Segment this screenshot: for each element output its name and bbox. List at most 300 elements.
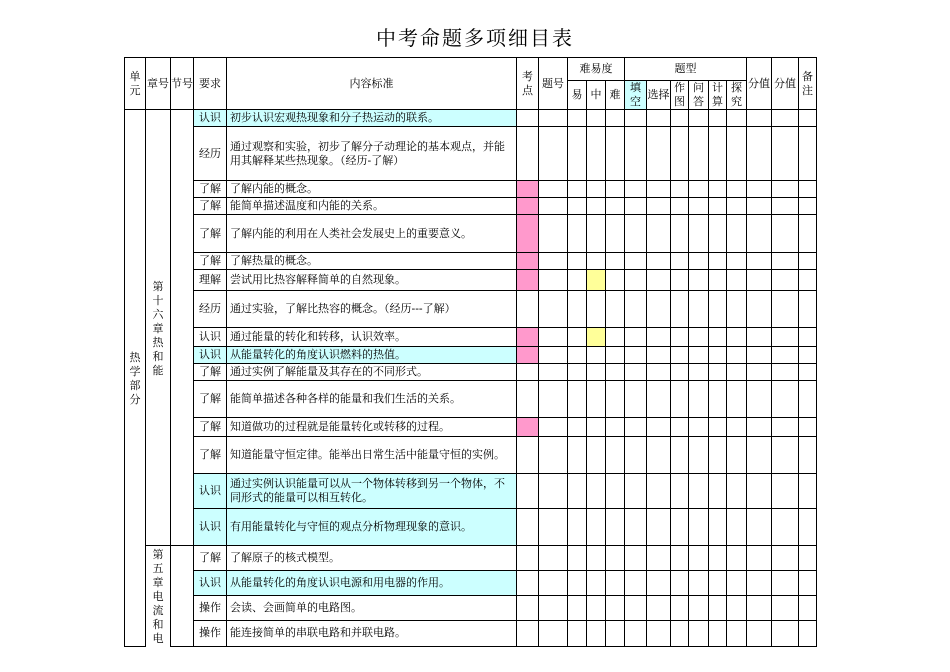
empty-cell — [747, 215, 772, 253]
empty-cell — [647, 546, 671, 571]
empty-cell — [568, 328, 587, 347]
empty-cell — [568, 215, 587, 253]
empty-cell — [709, 347, 727, 364]
empty-cell — [606, 198, 625, 215]
content-standard-cell: 了解原子的核式模型。 — [227, 546, 517, 571]
table-row — [125, 596, 817, 621]
empty-cell — [747, 474, 772, 509]
empty-cell — [625, 571, 647, 596]
empty-cell — [647, 621, 671, 646]
empty-cell — [772, 127, 799, 181]
content-standard-cell: 了解内能的利用在人类社会发展史上的重要意义。 — [227, 215, 517, 253]
empty-cell — [539, 291, 568, 328]
empty-cell — [671, 215, 689, 253]
header-score2: 分值 — [772, 58, 799, 110]
empty-cell — [647, 328, 671, 347]
empty-cell — [606, 546, 625, 571]
requirement-cell: 认识 — [194, 110, 227, 127]
empty-cell — [539, 596, 568, 621]
empty-cell — [647, 347, 671, 364]
requirement-cell: 认识 — [194, 347, 227, 364]
empty-cell — [606, 418, 625, 437]
empty-cell — [568, 546, 587, 571]
point-cell — [517, 215, 539, 253]
point-cell — [517, 364, 539, 381]
header-remark: 备注 — [799, 58, 817, 110]
empty-cell — [625, 253, 647, 270]
point-cell — [517, 347, 539, 364]
empty-cell — [772, 181, 799, 198]
empty-cell — [709, 437, 727, 474]
empty-cell — [772, 621, 799, 646]
empty-cell — [727, 596, 747, 621]
empty-cell — [539, 198, 568, 215]
empty-cell — [671, 381, 689, 418]
point-cell — [517, 270, 539, 291]
empty-cell — [709, 621, 727, 646]
content-standard-cell: 知道做功的过程就是能量转化或转移的过程。 — [227, 418, 517, 437]
empty-cell — [747, 110, 772, 127]
empty-cell — [539, 127, 568, 181]
medium-cell — [587, 621, 606, 646]
empty-cell — [689, 381, 709, 418]
requirement-cell: 认识 — [194, 509, 227, 546]
empty-cell — [625, 381, 647, 418]
empty-cell — [606, 127, 625, 181]
empty-cell — [625, 474, 647, 509]
header-fill: 填空 — [625, 81, 647, 110]
empty-cell — [727, 110, 747, 127]
empty-cell — [747, 291, 772, 328]
requirement-cell: 了解 — [194, 253, 227, 270]
medium-cell — [587, 546, 606, 571]
empty-cell — [689, 364, 709, 381]
requirement-cell: 认识 — [194, 474, 227, 509]
empty-cell — [539, 474, 568, 509]
empty-cell — [606, 509, 625, 546]
empty-cell — [689, 596, 709, 621]
point-cell — [517, 509, 539, 546]
empty-cell — [799, 474, 817, 509]
empty-cell — [727, 381, 747, 418]
empty-cell — [772, 198, 799, 215]
empty-cell — [625, 215, 647, 253]
point-cell — [517, 546, 539, 571]
requirement-cell: 理解 — [194, 270, 227, 291]
content-standard-cell: 通过实验，了解比热容的概念。（经历---了解） — [227, 291, 517, 328]
medium-cell — [587, 328, 606, 347]
empty-cell — [799, 253, 817, 270]
header-difficulty: 难易度 — [568, 58, 625, 81]
empty-cell — [747, 347, 772, 364]
empty-cell — [647, 127, 671, 181]
table-row — [125, 291, 817, 328]
empty-cell — [772, 596, 799, 621]
empty-cell — [772, 437, 799, 474]
empty-cell — [772, 418, 799, 437]
empty-cell — [606, 437, 625, 474]
header-content: 内容标准 — [227, 58, 517, 110]
empty-cell — [568, 381, 587, 418]
empty-cell — [727, 509, 747, 546]
table-row — [125, 381, 817, 418]
point-cell — [517, 596, 539, 621]
empty-cell — [689, 474, 709, 509]
empty-cell — [709, 127, 727, 181]
empty-cell — [671, 181, 689, 198]
empty-cell — [568, 127, 587, 181]
empty-cell — [539, 418, 568, 437]
table-row — [125, 621, 817, 646]
point-cell — [517, 291, 539, 328]
content-standard-cell: 从能量转化的角度认识燃料的热值。 — [227, 347, 517, 364]
empty-cell — [568, 364, 587, 381]
empty-cell — [625, 270, 647, 291]
table-row — [125, 127, 817, 181]
empty-cell — [709, 110, 727, 127]
page-title: 中考命题多项细目表 — [376, 26, 574, 50]
empty-cell — [647, 381, 671, 418]
empty-cell — [727, 418, 747, 437]
medium-cell — [587, 509, 606, 546]
empty-cell — [568, 110, 587, 127]
requirement-cell: 了解 — [194, 198, 227, 215]
empty-cell — [539, 571, 568, 596]
header-medium: 中 — [587, 81, 606, 110]
content-standard-cell: 知道能量守恒定律。能举出日常生活中能量守恒的实例。 — [227, 437, 517, 474]
empty-cell — [625, 509, 647, 546]
empty-cell — [689, 291, 709, 328]
empty-cell — [568, 509, 587, 546]
empty-cell — [539, 181, 568, 198]
empty-cell — [727, 181, 747, 198]
content-standard-cell: 了解热量的概念。 — [227, 253, 517, 270]
table-row — [125, 546, 817, 571]
empty-cell — [647, 291, 671, 328]
empty-cell — [568, 347, 587, 364]
point-cell — [517, 381, 539, 418]
empty-cell — [647, 437, 671, 474]
empty-cell — [747, 418, 772, 437]
empty-cell — [671, 474, 689, 509]
point-cell — [517, 127, 539, 181]
empty-cell — [689, 621, 709, 646]
empty-cell — [747, 596, 772, 621]
empty-cell — [772, 328, 799, 347]
medium-cell — [587, 198, 606, 215]
medium-cell — [587, 596, 606, 621]
header-qtype: 题型 — [625, 58, 747, 81]
empty-cell — [568, 253, 587, 270]
content-standard-cell: 通过能量的转化和转移，认识效率。 — [227, 328, 517, 347]
empty-cell — [606, 110, 625, 127]
empty-cell — [625, 198, 647, 215]
requirement-cell: 了解 — [194, 546, 227, 571]
empty-cell — [647, 253, 671, 270]
empty-cell — [747, 571, 772, 596]
empty-cell — [747, 181, 772, 198]
empty-cell — [799, 546, 817, 571]
empty-cell — [799, 381, 817, 418]
empty-cell — [689, 127, 709, 181]
empty-cell — [606, 474, 625, 509]
empty-cell — [689, 571, 709, 596]
empty-cell — [606, 364, 625, 381]
empty-cell — [727, 253, 747, 270]
empty-cell — [671, 418, 689, 437]
requirement-cell: 经历 — [194, 291, 227, 328]
empty-cell — [606, 621, 625, 646]
empty-cell — [606, 215, 625, 253]
empty-cell — [671, 364, 689, 381]
empty-cell — [539, 215, 568, 253]
empty-cell — [689, 110, 709, 127]
empty-cell — [772, 509, 799, 546]
header-answer: 问答 — [689, 81, 709, 110]
empty-cell — [727, 347, 747, 364]
empty-cell — [671, 546, 689, 571]
point-cell — [517, 198, 539, 215]
empty-cell — [799, 328, 817, 347]
spec-table — [124, 57, 817, 647]
empty-cell — [689, 418, 709, 437]
empty-cell — [606, 381, 625, 418]
empty-cell — [709, 215, 727, 253]
empty-cell — [727, 198, 747, 215]
medium-cell — [587, 127, 606, 181]
requirement-cell: 了解 — [194, 437, 227, 474]
empty-cell — [568, 621, 587, 646]
empty-cell — [647, 270, 671, 291]
empty-cell — [625, 364, 647, 381]
empty-cell — [647, 509, 671, 546]
empty-cell — [772, 571, 799, 596]
table-row — [125, 181, 817, 198]
empty-cell — [747, 546, 772, 571]
empty-cell — [625, 291, 647, 328]
content-standard-cell: 能简单描述温度和内能的关系。 — [227, 198, 517, 215]
empty-cell — [772, 364, 799, 381]
empty-cell — [799, 364, 817, 381]
requirement-cell: 操作 — [194, 596, 227, 621]
empty-cell — [606, 571, 625, 596]
table-row — [125, 474, 817, 509]
empty-cell — [799, 418, 817, 437]
table-row — [125, 571, 817, 596]
content-standard-cell: 了解内能的概念。 — [227, 181, 517, 198]
medium-cell — [587, 474, 606, 509]
empty-cell — [625, 621, 647, 646]
medium-cell — [587, 270, 606, 291]
empty-cell — [689, 328, 709, 347]
medium-cell — [587, 253, 606, 270]
empty-cell — [625, 127, 647, 181]
requirement-cell: 操作 — [194, 621, 227, 646]
empty-cell — [799, 437, 817, 474]
chapter-5-cell: 第 五 章 电 流 和 电 — [146, 546, 171, 647]
point-cell — [517, 437, 539, 474]
empty-cell — [799, 215, 817, 253]
point-cell — [517, 474, 539, 509]
empty-cell — [689, 347, 709, 364]
point-cell — [517, 571, 539, 596]
empty-cell — [625, 437, 647, 474]
empty-cell — [709, 198, 727, 215]
medium-cell — [587, 181, 606, 198]
empty-cell — [671, 291, 689, 328]
point-cell — [517, 418, 539, 437]
requirement-cell: 了解 — [194, 418, 227, 437]
header-calc: 计算 — [709, 81, 727, 110]
empty-cell — [799, 291, 817, 328]
empty-cell — [689, 509, 709, 546]
empty-cell — [709, 291, 727, 328]
content-standard-cell: 通过观察和实验，初步了解分子动理论的基本观点，并能用其解释某些热现象。（经历-了解） — [227, 127, 517, 181]
empty-cell — [799, 110, 817, 127]
content-standard-cell: 有用能量转化与守恒的观点分析物理现象的意识。 — [227, 509, 517, 546]
header-section: 节号 — [171, 58, 194, 110]
section-cell — [171, 110, 194, 546]
requirement-cell: 认识 — [194, 571, 227, 596]
empty-cell — [671, 253, 689, 270]
empty-cell — [727, 127, 747, 181]
table-row — [125, 509, 817, 546]
empty-cell — [647, 474, 671, 509]
requirement-cell: 了解 — [194, 215, 227, 253]
empty-cell — [689, 270, 709, 291]
empty-cell — [747, 381, 772, 418]
content-standard-cell: 通过实例认识能量可以从一个物体转移到另一个物体，不同形式的能量可以相互转化。 — [227, 474, 517, 509]
empty-cell — [709, 546, 727, 571]
empty-cell — [568, 198, 587, 215]
empty-cell — [689, 546, 709, 571]
empty-cell — [539, 347, 568, 364]
empty-cell — [625, 110, 647, 127]
empty-cell — [606, 181, 625, 198]
empty-cell — [625, 596, 647, 621]
empty-cell — [539, 621, 568, 646]
empty-cell — [727, 474, 747, 509]
empty-cell — [709, 270, 727, 291]
header-unit: 单元 — [125, 58, 146, 110]
table-row — [125, 418, 817, 437]
empty-cell — [671, 270, 689, 291]
empty-cell — [647, 418, 671, 437]
empty-cell — [671, 328, 689, 347]
point-cell — [517, 181, 539, 198]
requirement-cell: 经历 — [194, 127, 227, 181]
unit-cell: 热 学 部 分 — [125, 110, 146, 647]
point-cell — [517, 253, 539, 270]
empty-cell — [647, 364, 671, 381]
empty-cell — [747, 127, 772, 181]
empty-cell — [568, 437, 587, 474]
empty-cell — [689, 215, 709, 253]
empty-cell — [606, 291, 625, 328]
empty-cell — [709, 596, 727, 621]
table-row — [125, 270, 817, 291]
empty-cell — [539, 253, 568, 270]
empty-cell — [539, 110, 568, 127]
header-chapter: 章号 — [146, 58, 171, 110]
empty-cell — [671, 571, 689, 596]
empty-cell — [671, 437, 689, 474]
medium-cell — [587, 347, 606, 364]
header-score1: 分值 — [747, 58, 772, 110]
empty-cell — [625, 328, 647, 347]
content-standard-cell: 通过实例了解能量及其存在的不同形式。 — [227, 364, 517, 381]
empty-cell — [568, 270, 587, 291]
empty-cell — [709, 181, 727, 198]
empty-cell — [539, 364, 568, 381]
header-choice: 选择 — [647, 81, 671, 110]
empty-cell — [727, 328, 747, 347]
empty-cell — [647, 110, 671, 127]
content-standard-cell: 初步认识宏观热现象和分子热运动的联系。 — [227, 110, 517, 127]
empty-cell — [772, 347, 799, 364]
empty-cell — [747, 509, 772, 546]
empty-cell — [799, 596, 817, 621]
table-row — [125, 198, 817, 215]
point-cell — [517, 110, 539, 127]
empty-cell — [568, 571, 587, 596]
empty-cell — [799, 509, 817, 546]
header-hard: 难 — [606, 81, 625, 110]
empty-cell — [539, 328, 568, 347]
section-cell — [171, 546, 194, 647]
empty-cell — [539, 270, 568, 291]
empty-cell — [727, 546, 747, 571]
empty-cell — [539, 381, 568, 418]
empty-cell — [727, 215, 747, 253]
medium-cell — [587, 418, 606, 437]
empty-cell — [647, 181, 671, 198]
empty-cell — [606, 253, 625, 270]
table-row — [125, 328, 817, 347]
empty-cell — [671, 621, 689, 646]
content-standard-cell: 会读、会画简单的电路图。 — [227, 596, 517, 621]
empty-cell — [747, 437, 772, 474]
empty-cell — [799, 621, 817, 646]
table-row — [125, 215, 817, 253]
table-row — [125, 347, 817, 364]
empty-cell — [747, 253, 772, 270]
empty-cell — [689, 181, 709, 198]
empty-cell — [671, 127, 689, 181]
empty-cell — [625, 418, 647, 437]
content-standard-cell: 能连接简单的串联电路和并联电路。 — [227, 621, 517, 646]
empty-cell — [606, 347, 625, 364]
empty-cell — [568, 474, 587, 509]
empty-cell — [539, 546, 568, 571]
empty-cell — [709, 253, 727, 270]
empty-cell — [747, 198, 772, 215]
content-standard-cell: 能简单描述各种各样的能量和我们生活的关系。 — [227, 381, 517, 418]
empty-cell — [772, 381, 799, 418]
empty-cell — [568, 418, 587, 437]
empty-cell — [606, 596, 625, 621]
empty-cell — [727, 437, 747, 474]
empty-cell — [772, 270, 799, 291]
empty-cell — [727, 364, 747, 381]
header-point: 考点 — [517, 58, 539, 110]
empty-cell — [747, 364, 772, 381]
empty-cell — [647, 215, 671, 253]
empty-cell — [727, 571, 747, 596]
empty-cell — [671, 509, 689, 546]
point-cell — [517, 621, 539, 646]
empty-cell — [747, 270, 772, 291]
